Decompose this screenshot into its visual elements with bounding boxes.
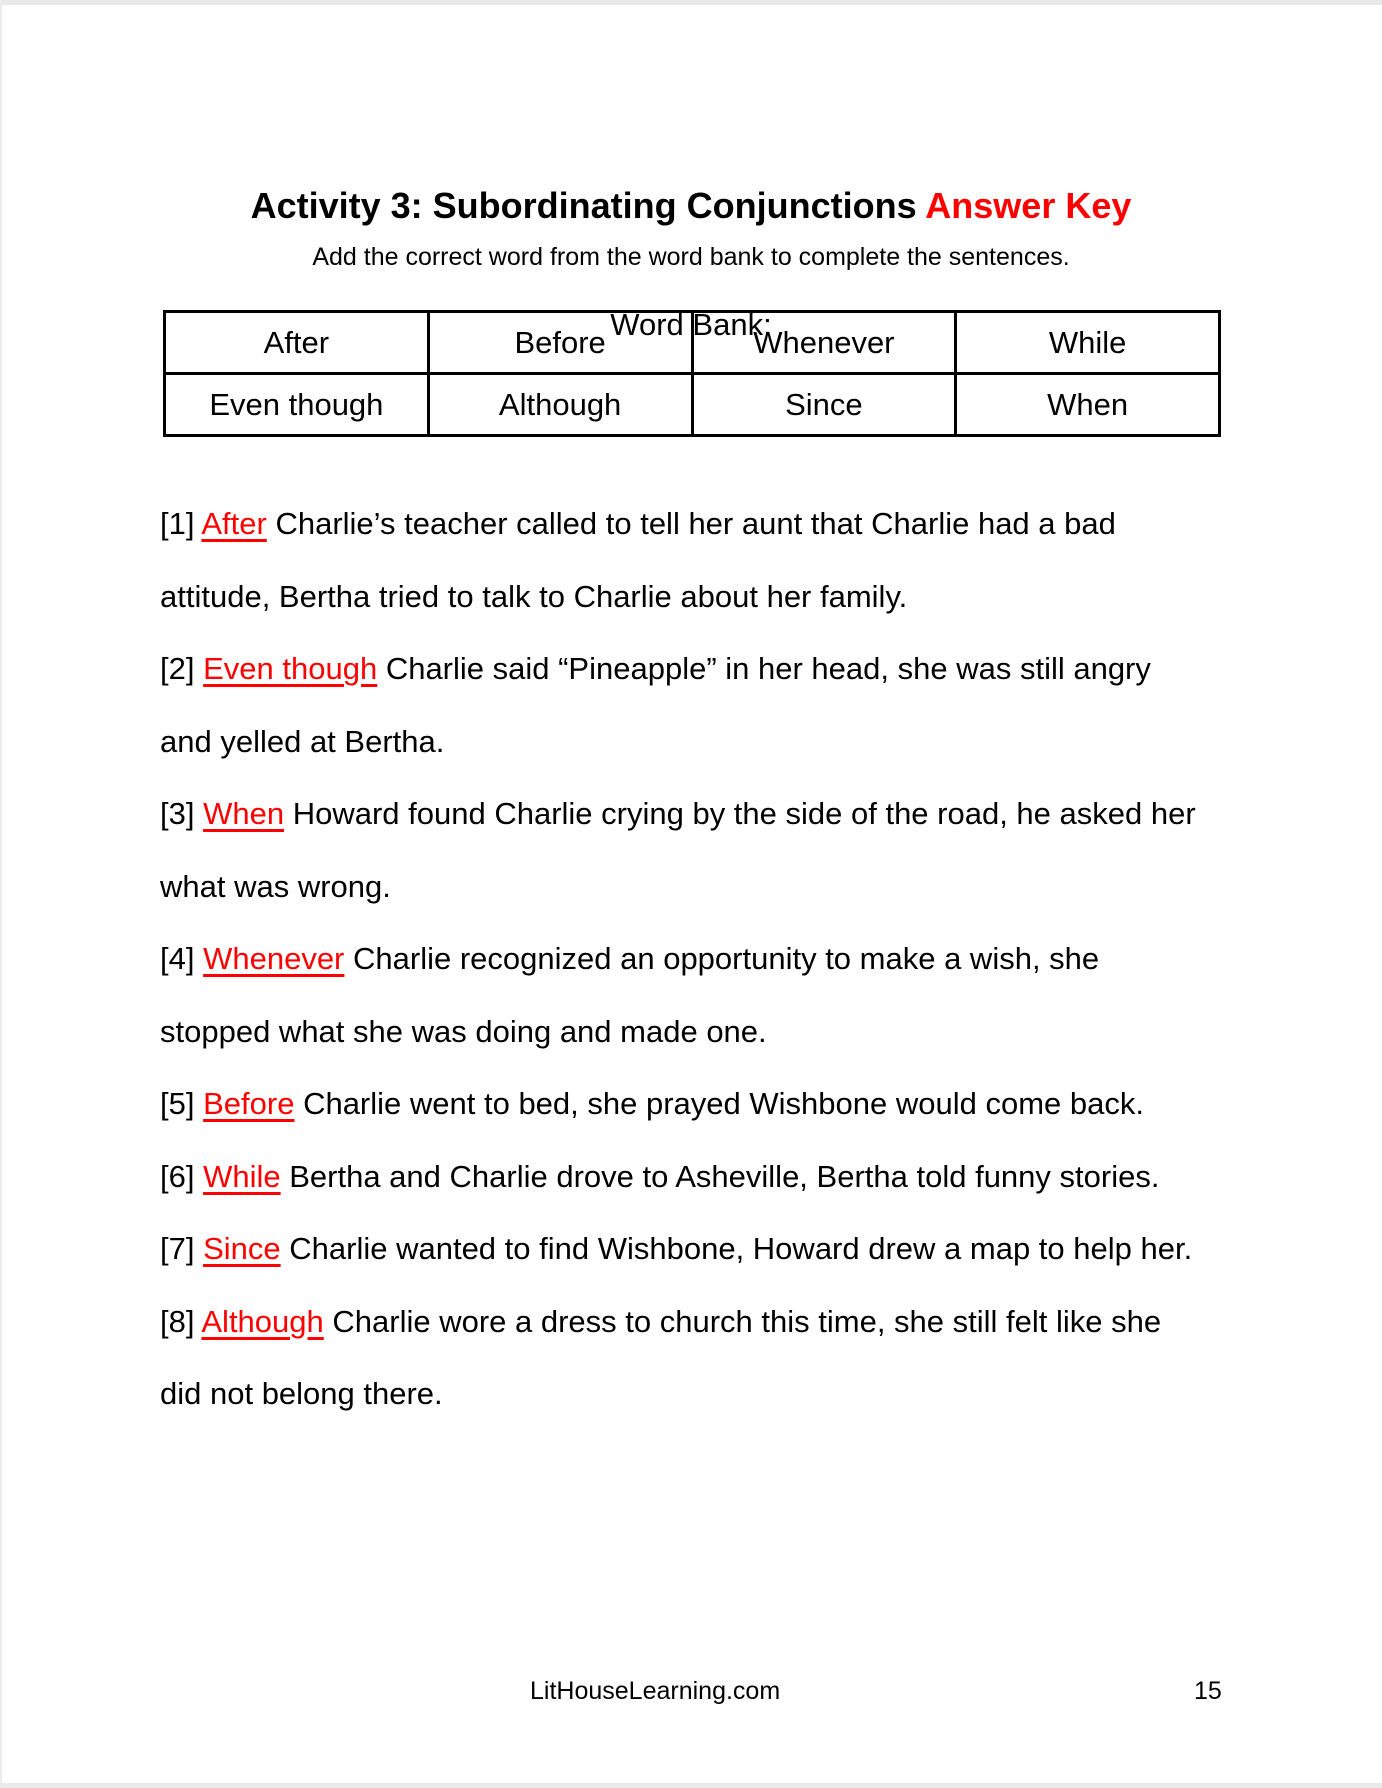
sentence bbox=[160, 1068, 1250, 1141]
word-bank-cell: After bbox=[165, 312, 429, 374]
answer-key-highlight: Answer Key bbox=[925, 185, 1132, 227]
activity-instructions: Add the correct word from the word bank to complete the sentences. bbox=[312, 243, 1070, 271]
sentence-text: Charlie’s teacher called to tell her aunt that Charlie had a bad bbox=[275, 506, 1116, 541]
page-number: 15 bbox=[1194, 1677, 1222, 1705]
sentence-number: [6] bbox=[160, 1158, 195, 1194]
word-bank-row bbox=[165, 374, 1220, 436]
answer-blank: Although bbox=[201, 1303, 324, 1339]
sentence-line bbox=[160, 1141, 1250, 1214]
word-bank-cell: Although bbox=[428, 374, 692, 436]
sentence-line-continued: stopped what she was doing and made one. bbox=[160, 1013, 767, 1049]
word-bank-label: Word Bank: bbox=[610, 307, 772, 342]
sentence-line bbox=[160, 1213, 1250, 1286]
footer-site: LitHouseLearning.com bbox=[530, 1677, 781, 1705]
sentence-line bbox=[160, 778, 1250, 851]
sentence-number: [1] bbox=[160, 506, 195, 541]
sentence-line bbox=[160, 923, 1250, 996]
sentence-text: Charlie went to bed, she prayed Wishbone would come back. bbox=[303, 1086, 1144, 1121]
sentence-text: Charlie said “Pineapple” in her head, she was still angry bbox=[385, 651, 1151, 686]
answer-blank: Since bbox=[203, 1231, 281, 1266]
word-bank-body bbox=[165, 312, 1220, 436]
answer-blank: Whenever bbox=[203, 941, 345, 976]
word-bank-cell: Even though bbox=[165, 374, 429, 436]
sentence-line-continued: did not belong there. bbox=[160, 1376, 443, 1411]
sentence-number: [3] bbox=[160, 796, 195, 831]
sentence-line-continued: and yelled at Bertha. bbox=[160, 723, 445, 759]
sentence-number: [2] bbox=[160, 651, 195, 686]
answer-blank: Before bbox=[203, 1086, 295, 1121]
word-bank-table bbox=[163, 310, 1221, 437]
word-bank-cell: When bbox=[956, 374, 1220, 436]
sentence bbox=[160, 1141, 1250, 1214]
sentence-line bbox=[160, 488, 1250, 561]
word-bank-cell: While bbox=[956, 312, 1220, 374]
sentence-text: Charlie recognized an opportunity to make a wish, she bbox=[353, 941, 1100, 976]
sentence bbox=[160, 778, 1250, 923]
sentence-number: [4] bbox=[160, 941, 195, 976]
sentence-text: Charlie wore a dress to church this time, she still felt like she bbox=[332, 1303, 1162, 1339]
answer-blank: Even though bbox=[203, 651, 378, 686]
sentence-line bbox=[160, 1286, 1250, 1359]
answer-blank: After bbox=[201, 506, 267, 541]
sentence bbox=[160, 1286, 1250, 1431]
sentence-line-continued: attitude, Bertha tried to talk to Charlie about her family. bbox=[160, 578, 908, 614]
sentence-text: Howard found Charlie crying by the side of the road, he asked her bbox=[292, 796, 1196, 831]
sentence-text: Bertha and Charlie drove to Asheville, Bertha told funny stories. bbox=[289, 1158, 1160, 1194]
sentence-line bbox=[160, 1068, 1250, 1141]
sentence bbox=[160, 633, 1250, 778]
page-edge-bottom bbox=[0, 1783, 1382, 1788]
sentence-text: Charlie wanted to find Wishbone, Howard drew a map to help her. bbox=[289, 1231, 1193, 1266]
sentence bbox=[160, 1213, 1250, 1286]
word-bank-cell: Whenever bbox=[692, 312, 956, 374]
answer-blank: While bbox=[203, 1158, 281, 1194]
sentence-line bbox=[160, 633, 1250, 706]
sentence bbox=[160, 488, 1250, 633]
sentence-list bbox=[160, 488, 1250, 1431]
answer-blank: When bbox=[203, 796, 285, 831]
sentence-number: [5] bbox=[160, 1086, 195, 1121]
page-edge-top bbox=[0, 0, 1382, 5]
sentence-line-continued: what was wrong. bbox=[160, 868, 391, 904]
word-bank-row bbox=[165, 312, 1220, 374]
page-title-main: Activity 3: Subordinating Conjunctions bbox=[250, 185, 917, 227]
word-bank-cell: Before bbox=[428, 312, 692, 374]
sentence-number: [8] bbox=[160, 1303, 195, 1339]
sentence-number: [7] bbox=[160, 1231, 195, 1266]
word-bank-cell: Since bbox=[692, 374, 956, 436]
sentence bbox=[160, 923, 1250, 1068]
page-title bbox=[0, 185, 1382, 227]
